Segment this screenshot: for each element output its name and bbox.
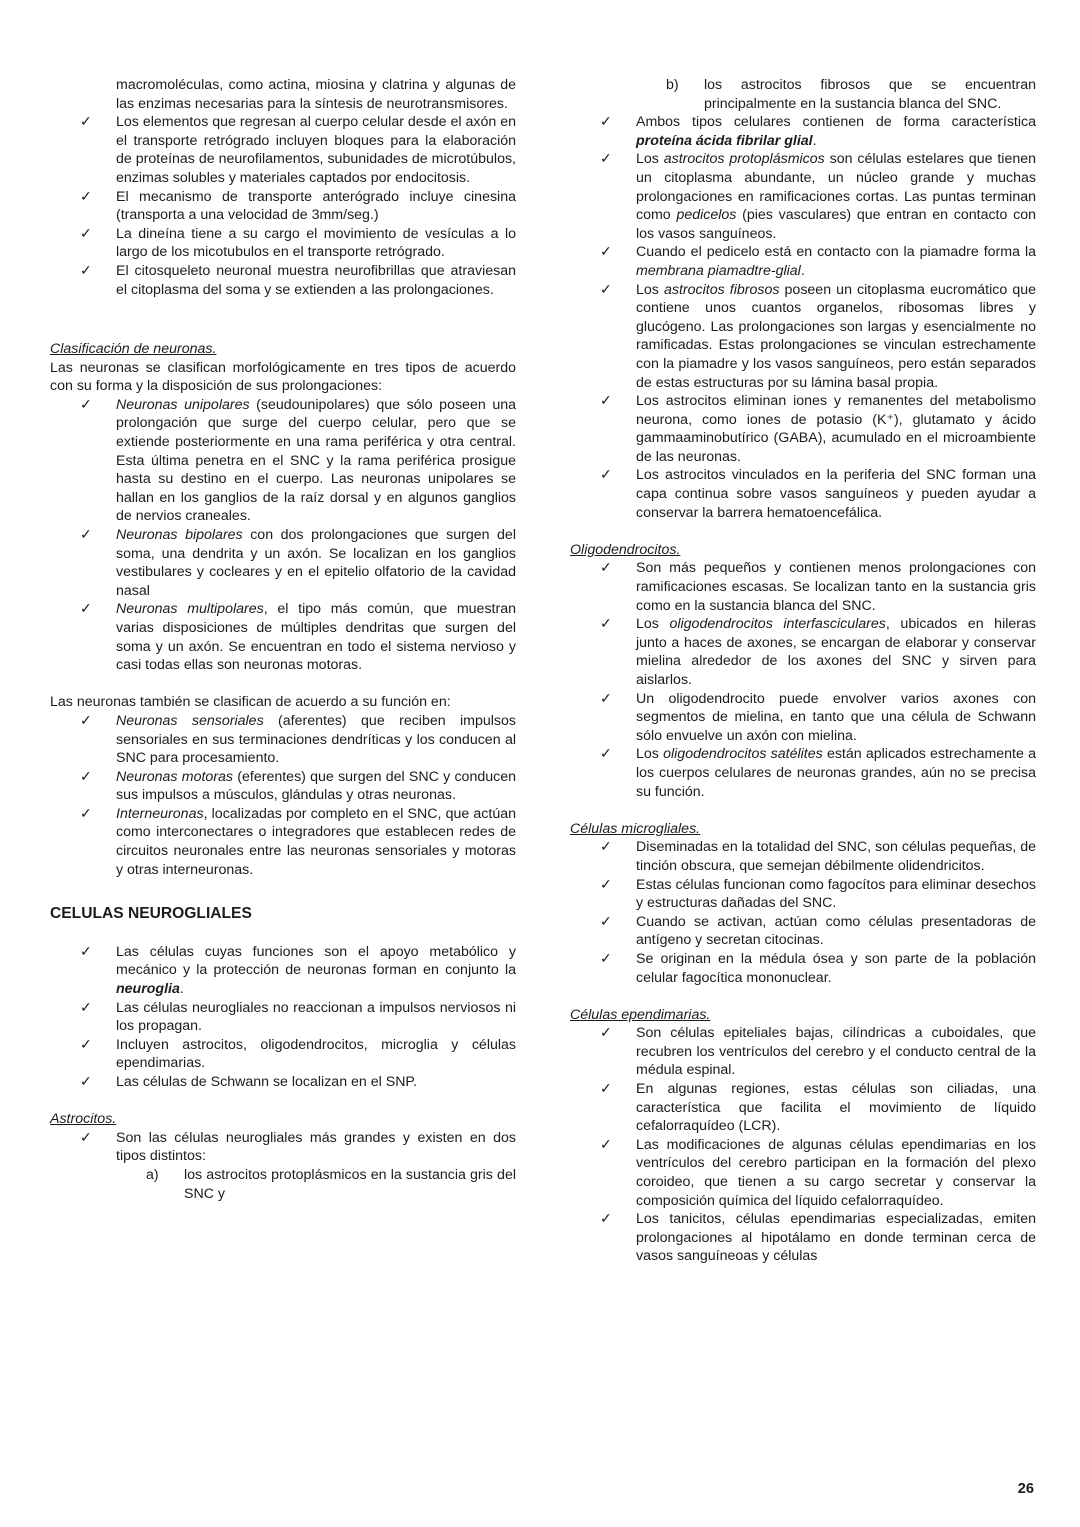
- text-run: En algunas regiones, estas células son ciliadas, una característica que facilita el movimiento de líquido cefalorraquídeo (LCR).: [636, 1081, 1036, 1135]
- section-heading: [50, 905, 516, 924]
- checkmark-icon: ✓: [600, 281, 612, 298]
- emphasized-text: oligodendrocitos satélites: [663, 746, 823, 763]
- text-run: El mecanismo de transporte anterógrado incluye cinesina (transporta a una velocidad de 3mm/seg.): [116, 188, 516, 224]
- text-run: están aplicados estrechamente a los cuerpos celulares de neuronas grandes, aún no se precisa su función.: [636, 746, 1037, 800]
- text-run: Son las células neurogliales más grandes y existen en dos tipos distintos:: [116, 1129, 516, 1165]
- checkmark-icon: ✓: [600, 244, 612, 261]
- text-run: Las neuronas también se clasifican de acuerdo a su función en:: [50, 694, 451, 711]
- check-list-item: [570, 913, 1036, 950]
- text-run: Ambos tipos celulares contienen de forma característica: [636, 114, 1036, 131]
- page-number: 26: [1017, 1481, 1034, 1498]
- check-list-item: [50, 113, 516, 187]
- page-content: [50, 76, 1036, 1266]
- section-label: [570, 1006, 1036, 1025]
- checkmark-icon: ✓: [80, 768, 92, 785]
- alpha-list-item: [50, 1166, 516, 1203]
- text-run: Astrocitos.: [50, 1111, 117, 1128]
- text-run: La dineína tiene a su cargo el movimiento de vesículas a lo largo de los micotubulos en el transporte retrógrado.: [116, 225, 516, 261]
- check-list-item: [570, 243, 1036, 280]
- text-run: .: [179, 981, 184, 998]
- check-list-item: [570, 1024, 1036, 1080]
- check-list-item: [50, 1036, 516, 1073]
- alpha-list-item: [570, 76, 1036, 113]
- section-label: [50, 340, 516, 359]
- text-run: Los astrocitos eliminan iones y remanentes del metabolismo neurona, como iones de potasio (K⁺), glutamato y ácido gammaaminobutírico (GABA), acumulado en el microambiente de las neuronas.: [636, 393, 1036, 465]
- emphasized-text: astrocitos protoplásmicos: [663, 151, 825, 168]
- check-list-item: [50, 999, 516, 1036]
- emphasized-text: Interneuronas: [116, 805, 204, 822]
- text-run: con dos prolongaciones que surgen del soma, una dendrita y un axón. Se localizan en los ganglios vestibulares y cocleares y en el epitelio olfatorio de la cavidad nasal: [116, 526, 516, 599]
- check-list-item: [570, 838, 1036, 875]
- checkmark-icon: ✓: [80, 805, 92, 822]
- checkmark-icon: ✓: [600, 839, 612, 856]
- text-run: los astrocitos protoplásmicos en la sustancia gris del SNC y: [184, 1167, 516, 1202]
- checkmark-icon: ✓: [80, 396, 92, 413]
- text-run: CELULAS NEUROGLIALES: [50, 905, 252, 923]
- text-run: , localizadas por completo en el SNC, que actúan como interconectares o integradores que establecen redes de circuitos neuronales entre las neuronas sensoriales y motoras y otras interneuronas.: [116, 805, 516, 878]
- text-run: .: [812, 132, 817, 149]
- section-label: [50, 1110, 516, 1129]
- text-run: (aferentes) que reciben impulsos sensoriales en sus terminaciones dendríticas y los conducen al SNC para procesamiento.: [116, 712, 516, 767]
- check-list-item: [50, 712, 516, 768]
- checkmark-icon: ✓: [80, 526, 92, 543]
- text-run: Células ependimarias.: [570, 1006, 711, 1023]
- checkmark-icon: ✓: [80, 943, 92, 960]
- section-label: [570, 820, 1036, 839]
- check-list-item: [50, 188, 516, 225]
- emphasized-text: proteína ácida fibrilar glial: [636, 132, 813, 149]
- check-list-item: [50, 768, 516, 805]
- check-list-item: [50, 225, 516, 262]
- checkmark-icon: ✓: [80, 712, 92, 729]
- check-list-item: [50, 1129, 516, 1166]
- check-list-item: [570, 950, 1036, 987]
- text-run: los astrocitos fibrosos que se encuentran principalmente en la sustancia blanca del SNC.: [704, 77, 1036, 112]
- emphasized-text: Neuronas unipolares: [116, 396, 250, 413]
- checkmark-icon: ✓: [80, 601, 92, 618]
- column-left: [50, 76, 516, 1266]
- checkmark-icon: ✓: [80, 1074, 92, 1091]
- check-list-item: [570, 1080, 1036, 1136]
- checkmark-icon: ✓: [80, 999, 92, 1016]
- check-list-item: [50, 600, 516, 674]
- emphasized-text: oligodendrocitos interfasciculares: [669, 616, 886, 633]
- text-run: .: [800, 262, 805, 279]
- checkmark-icon: ✓: [80, 114, 92, 131]
- text-run: Los tanicitos, células ependimarias especializadas, emiten prolongaciones al hipotálamo en donde terminan cerca de vasos sanguíneoas y células: [636, 1211, 1036, 1265]
- text-run: Son más pequeños y contienen menos prolongaciones con ramificaciones escasas. Se localizan tanto en la sustancia gris como en la sustancia blanca del SNC.: [636, 560, 1036, 614]
- check-list-item: [50, 1073, 516, 1092]
- emphasized-text: Neuronas sensoriales: [116, 712, 264, 729]
- text-run: Clasificación de neuronas.: [50, 341, 217, 358]
- text-run: Incluyen astrocitos, oligodendrocitos, microglia y células ependimarias.: [116, 1036, 516, 1072]
- checkmark-icon: ✓: [80, 1036, 92, 1053]
- alpha-list-marker: a): [146, 1167, 159, 1183]
- checkmark-icon: ✓: [80, 225, 92, 242]
- check-list-item: [570, 1210, 1036, 1266]
- check-list-item: [50, 262, 516, 299]
- emphasized-text: Neuronas multipolares: [116, 601, 264, 618]
- checkmark-icon: ✓: [600, 393, 612, 410]
- text-run: Las células neurogliales no reaccionan a impulsos nerviosos ni los propagan.: [116, 999, 516, 1035]
- column-right: [570, 76, 1036, 1266]
- check-list-item: [570, 615, 1036, 689]
- section-label: [570, 541, 1036, 560]
- check-list-item: [570, 559, 1036, 615]
- text-run: Cuando se activan, actúan como células presentadoras de antígeno y secretan citocinas.: [636, 913, 1036, 949]
- continuation-paragraph: [50, 76, 516, 113]
- checkmark-icon: ✓: [600, 1025, 612, 1042]
- text-run: Oligodendrocitos.: [570, 541, 681, 558]
- text-run: Estas células funcionan como fagocítos para eliminar desechos y estructuras dañadas del SNC.: [636, 876, 1036, 912]
- text-run: Los astrocitos vinculados en la periferia del SNC forman una capa continua sobre vasos sanguíneos y pueden ayudar a conservar la barrera hematoencefálica.: [636, 467, 1036, 521]
- check-list-item: [50, 805, 516, 879]
- check-list-item: [570, 150, 1036, 243]
- check-list-item: [570, 281, 1036, 393]
- check-list-item: [50, 526, 516, 600]
- check-list-item: [570, 466, 1036, 522]
- text-run: , el tipo más común, que muestran varias disposiciones de múltiples dendritas que surgen del soma y un axón. Se encuentran en todo el sistema nervioso y casi todas ellas son neuronas motoras.: [116, 601, 516, 674]
- text-run: (pies vasculares) que entran en contacto con los vasos sanguíneos.: [636, 207, 1036, 242]
- check-list-item: [570, 745, 1036, 801]
- text-run: Se originan en la médula ósea y son parte de la población celular fagocítica mononuclear.: [636, 950, 1036, 986]
- text-run: Son células epiteliales bajas, cilíndricas a cuboidales, que recubren los ventrículos del cerebro y el conducto central de la médula espinal.: [636, 1025, 1036, 1079]
- emphasized-text: pedicelos: [676, 207, 737, 224]
- checkmark-icon: ✓: [80, 1129, 92, 1146]
- emphasized-text: astrocitos fibrosos: [663, 281, 780, 298]
- checkmark-icon: ✓: [600, 114, 612, 131]
- text-run: Diseminadas en la totalidad del SNC, son células pequeñas, de tinción obscura, que semejan débilmente olidendricitos.: [636, 839, 1036, 874]
- paragraph: [50, 693, 516, 712]
- text-run: (seudounipolares) que sólo poseen una prolongación que surge del cuerpo celular, pero que se extiende posteriormente en una rama periférica y otra central. Esta última penetra en el SNC y la rama periférica prosigue hasta su destino en el cuerpo. Las neuronas unipolares se hallan en los ganglios de la raíz dorsal y en algunos ganglios de nervios craneales.: [116, 396, 516, 525]
- text-run: Las células cuyas funciones son el apoyo metabólico y mecánico y la protección de neuronas forman en conjunto la: [116, 943, 516, 979]
- text-run: Las modificaciones de algunas células ependimarias en los ventrículos del cerebro participan en la formación del plexo coroideo, que tienen a su cargo secretar y conservar la composición química del líquido cefalorraquídeo.: [636, 1136, 1036, 1209]
- checkmark-icon: ✓: [600, 1081, 612, 1098]
- text-run: (eferentes) que surgen del SNC y conducen sus impulsos a músculos, glándulas y otras neuronas.: [116, 768, 516, 804]
- emphasized-text: membrana piamadtre-glial: [636, 262, 801, 279]
- alpha-list-marker: b): [666, 77, 679, 93]
- text-run: Cuando el pedicelo está en contacto con la piamadre forma la: [636, 244, 1036, 261]
- text-run: Un oligodendrocito puede envolver varios axones con segmentos de mielina, en tanto que una célula de Schwann sólo envuelve un axón con mielina.: [636, 690, 1036, 744]
- text-run: Los: [636, 281, 664, 298]
- checkmark-icon: ✓: [600, 151, 612, 168]
- check-list-item: [570, 113, 1036, 150]
- checkmark-icon: ✓: [600, 913, 612, 930]
- checkmark-icon: ✓: [600, 1136, 612, 1153]
- check-list-item: [570, 876, 1036, 913]
- emphasized-text: Neuronas bipolares: [116, 526, 243, 543]
- text-run: son células estelares que tienen un citoplasma abundante, un núcleo grande y muchas prolongaciones en ramificaciones cortas. Las puntas terminan como: [636, 151, 1036, 224]
- check-list-item: [50, 943, 516, 999]
- text-run: Las neuronas se clasifican morfológicamente en tres tipos de acuerdo con su forma y la disposición de sus prolongaciones:: [50, 359, 516, 395]
- check-list-item: [570, 392, 1036, 466]
- text-run: Los: [636, 746, 664, 763]
- emphasized-text: neuroglia: [116, 981, 180, 998]
- checkmark-icon: ✓: [600, 467, 612, 484]
- check-list-item: [50, 396, 516, 526]
- text-run: Los: [636, 151, 664, 168]
- checkmark-icon: ✓: [600, 746, 612, 763]
- text-run: macromoléculas, como actina, miosina y clatrina y algunas de las enzimas necesarias para la síntesis de neurotransmisores.: [116, 77, 516, 112]
- checkmark-icon: ✓: [600, 950, 612, 967]
- text-run: Los elementos que regresan al cuerpo celular desde el axón en el transporte retrógrado incluyen bloques para la elaboración de proteínas de neurofilamentos, subunidades de microtúbulos, enzimas solubles y materiales captados por endocitosis.: [116, 114, 516, 186]
- text-run: Las células de Schwann se localizan en el SNP.: [116, 1074, 418, 1091]
- check-list-item: [570, 1136, 1036, 1210]
- text-run: Células microgliales.: [570, 820, 701, 837]
- check-list-item: [570, 690, 1036, 746]
- text-run: Los: [636, 616, 670, 633]
- checkmark-icon: ✓: [600, 1211, 612, 1228]
- checkmark-icon: ✓: [80, 262, 92, 279]
- emphasized-text: Neuronas motoras: [116, 768, 234, 785]
- checkmark-icon: ✓: [600, 876, 612, 893]
- text-run: , ubicados en hileras junto a haces de axones, se encargan de elaborar y conservar mielina alrededor de los axones del SNC y sirven para aislarlos.: [636, 616, 1036, 688]
- text-run: El citosqueleto neuronal muestra neurofibrillas que atraviesan el citoplasma del soma y se extienden a las prolongaciones.: [116, 262, 516, 298]
- paragraph: [50, 359, 516, 396]
- text-run: poseen un citoplasma eucromático que contiene unos cuantos organelos, ribosomas libres y glucógeno. Las prolongaciones son largas y esencialmente no ramificadas. Estas prolongaciones se vinculan estrechamente con la piamadre y los vasos sanguíneos, pero están separados de estas estructuras por su lámina basal propia.: [636, 281, 1036, 391]
- checkmark-icon: ✓: [600, 690, 612, 707]
- checkmark-icon: ✓: [600, 616, 612, 633]
- checkmark-icon: ✓: [600, 560, 612, 577]
- checkmark-icon: ✓: [80, 188, 92, 205]
